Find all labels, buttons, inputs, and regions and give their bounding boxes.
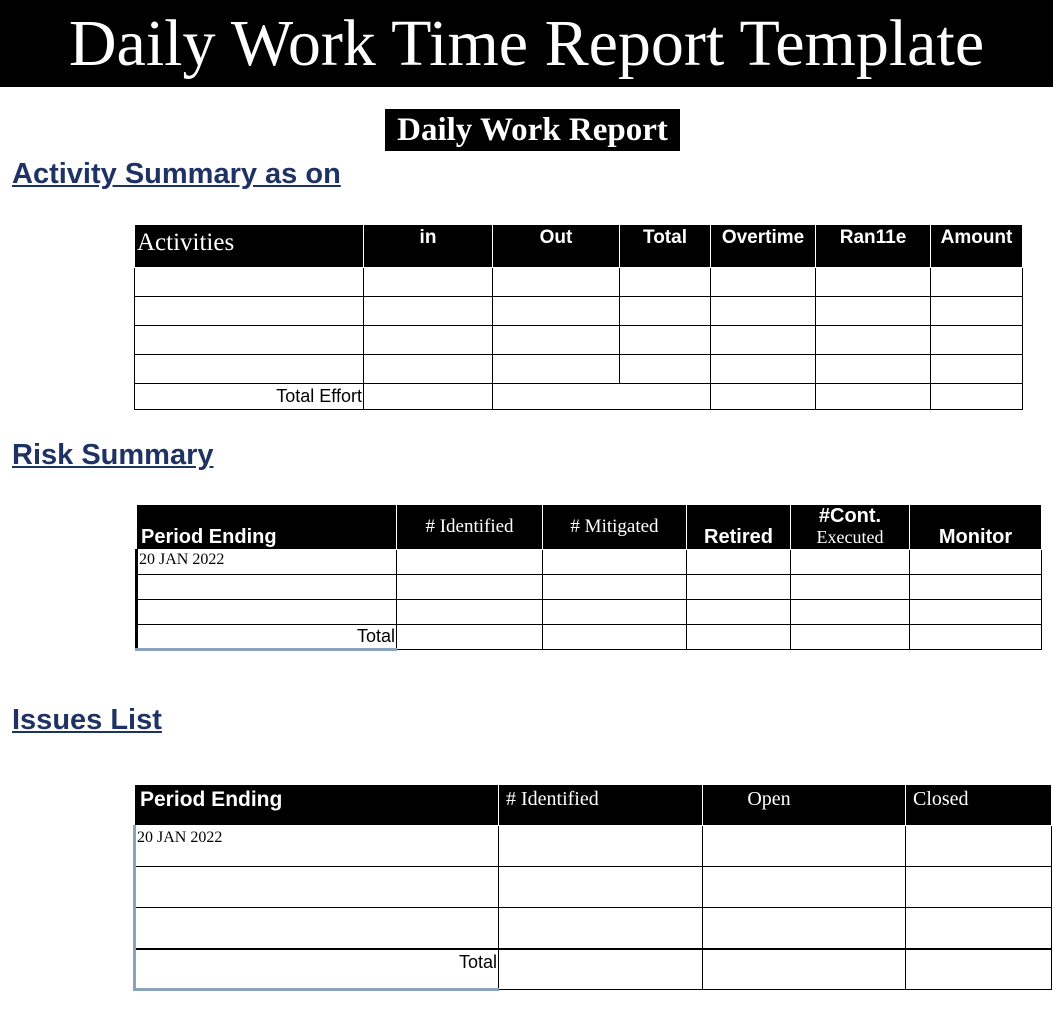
total-effort-row — [135, 384, 1023, 410]
table-cell[interactable] — [910, 550, 1042, 575]
col-header-period-ending: Period Ending — [137, 505, 397, 550]
col-header-activities: Activities — [135, 225, 364, 268]
col-header-amount: Amount — [931, 225, 1023, 268]
table-cell[interactable] — [906, 867, 1052, 908]
table-cell[interactable] — [906, 908, 1052, 949]
table-cell[interactable] — [791, 575, 910, 600]
table-header-row — [135, 225, 1023, 268]
table-cell[interactable] — [493, 355, 620, 384]
col-header-range: Ran11e — [816, 225, 931, 268]
table-cell[interactable] — [703, 949, 906, 990]
activity-summary-heading: Activity Summary as on — [12, 158, 341, 190]
table-row — [135, 867, 1052, 908]
col-header-cont-executed — [791, 505, 910, 550]
table-cell[interactable] — [493, 297, 620, 326]
col-header-period-ending: Period Ending — [135, 785, 499, 826]
table-header-row — [137, 505, 1042, 550]
table-cell[interactable] — [711, 384, 816, 410]
total-effort-label: Total Effort — [135, 384, 364, 410]
table-row — [135, 268, 1023, 297]
period-date[interactable]: 20 JAN 2022 — [135, 826, 499, 867]
table-cell[interactable] — [397, 625, 543, 650]
table-cell[interactable] — [135, 355, 364, 384]
table-cell[interactable] — [620, 297, 711, 326]
table-cell[interactable] — [137, 600, 397, 625]
table-cell[interactable] — [711, 326, 816, 355]
table-cell[interactable] — [931, 297, 1023, 326]
table-cell[interactable] — [493, 326, 620, 355]
table-cell[interactable] — [499, 826, 703, 867]
col-header-total: Total — [620, 225, 711, 268]
issues-list-heading: Issues List — [12, 704, 162, 736]
table-cell[interactable] — [620, 355, 711, 384]
table-cell[interactable] — [703, 867, 906, 908]
table-cell[interactable] — [543, 550, 687, 575]
table-cell[interactable] — [543, 625, 687, 650]
table-row — [135, 297, 1023, 326]
table-cell[interactable] — [499, 949, 703, 990]
col-header-overtime: Overtime — [711, 225, 816, 268]
table-row — [135, 326, 1023, 355]
table-cell[interactable] — [135, 908, 499, 949]
col-header-open: Open — [703, 785, 906, 826]
table-cell[interactable] — [364, 297, 493, 326]
table-cell[interactable] — [620, 326, 711, 355]
table-cell[interactable] — [135, 297, 364, 326]
table-cell[interactable] — [135, 867, 499, 908]
table-cell[interactable] — [364, 384, 493, 410]
table-cell[interactable] — [816, 355, 931, 384]
col-header-mitigated: # Mitigated — [543, 505, 687, 550]
total-label: Total — [135, 949, 499, 990]
col-header-closed: Closed — [906, 785, 1052, 826]
table-cell[interactable] — [816, 268, 931, 297]
table-cell[interactable] — [397, 600, 543, 625]
col-header-retired: Retired — [687, 505, 791, 550]
table-cell[interactable] — [687, 625, 791, 650]
page-title-banner: Daily Work Time Report Template — [0, 0, 1053, 87]
table-cell[interactable] — [791, 600, 910, 625]
table-cell[interactable] — [910, 600, 1042, 625]
total-label: Total — [137, 625, 397, 650]
table-cell[interactable] — [687, 600, 791, 625]
table-cell[interactable] — [543, 575, 687, 600]
table-cell[interactable] — [687, 575, 791, 600]
table-cell[interactable] — [499, 867, 703, 908]
col-header-identified: # Identified — [397, 505, 543, 550]
table-cell[interactable] — [397, 550, 543, 575]
table-header-row — [135, 785, 1052, 826]
table-cell[interactable] — [135, 326, 364, 355]
table-cell[interactable] — [931, 384, 1023, 410]
col-header-in: in — [364, 225, 493, 268]
activity-summary-table — [134, 224, 1023, 410]
table-cell[interactable] — [493, 268, 620, 297]
table-cell[interactable] — [906, 949, 1052, 990]
table-row — [137, 550, 1042, 575]
issues-list-table — [133, 784, 1052, 991]
table-cell[interactable] — [906, 826, 1052, 867]
col-header-out: Out — [493, 225, 620, 268]
table-cell[interactable] — [364, 355, 493, 384]
table-row — [135, 826, 1052, 867]
col-header-cont: #Cont. — [818, 505, 882, 527]
total-row — [137, 625, 1042, 650]
table-cell[interactable] — [137, 575, 397, 600]
table-cell[interactable] — [711, 297, 816, 326]
table-cell[interactable] — [397, 575, 543, 600]
table-cell[interactable] — [499, 908, 703, 949]
table-cell[interactable] — [703, 826, 906, 867]
table-row — [137, 600, 1042, 625]
table-cell[interactable] — [910, 575, 1042, 600]
col-header-identified: # Identified — [499, 785, 703, 826]
table-cell[interactable] — [791, 625, 910, 650]
table-row — [135, 908, 1052, 949]
report-subtitle: Daily Work Report — [385, 109, 680, 151]
table-cell[interactable] — [687, 550, 791, 575]
table-cell[interactable] — [493, 384, 711, 410]
table-cell[interactable] — [816, 326, 931, 355]
table-cell[interactable] — [791, 550, 910, 575]
table-cell[interactable] — [931, 268, 1023, 297]
table-cell[interactable] — [816, 297, 931, 326]
table-cell[interactable] — [931, 326, 1023, 355]
col-header-executed: Executed — [816, 527, 884, 547]
table-row — [135, 355, 1023, 384]
table-cell[interactable] — [816, 384, 931, 410]
table-cell[interactable] — [364, 268, 493, 297]
risk-summary-heading: Risk Summary — [12, 439, 214, 471]
table-cell[interactable] — [620, 268, 711, 297]
table-cell[interactable] — [711, 355, 816, 384]
table-cell[interactable] — [931, 355, 1023, 384]
table-row — [137, 575, 1042, 600]
period-date[interactable]: 20 JAN 2022 — [137, 550, 397, 575]
risk-summary-table — [135, 504, 1042, 651]
col-header-monitor: Monitor — [910, 505, 1042, 550]
table-cell[interactable] — [135, 268, 364, 297]
total-row — [135, 949, 1052, 990]
table-cell[interactable] — [703, 908, 906, 949]
table-cell[interactable] — [910, 625, 1042, 650]
table-cell[interactable] — [543, 600, 687, 625]
table-cell[interactable] — [364, 326, 493, 355]
table-cell[interactable] — [711, 268, 816, 297]
